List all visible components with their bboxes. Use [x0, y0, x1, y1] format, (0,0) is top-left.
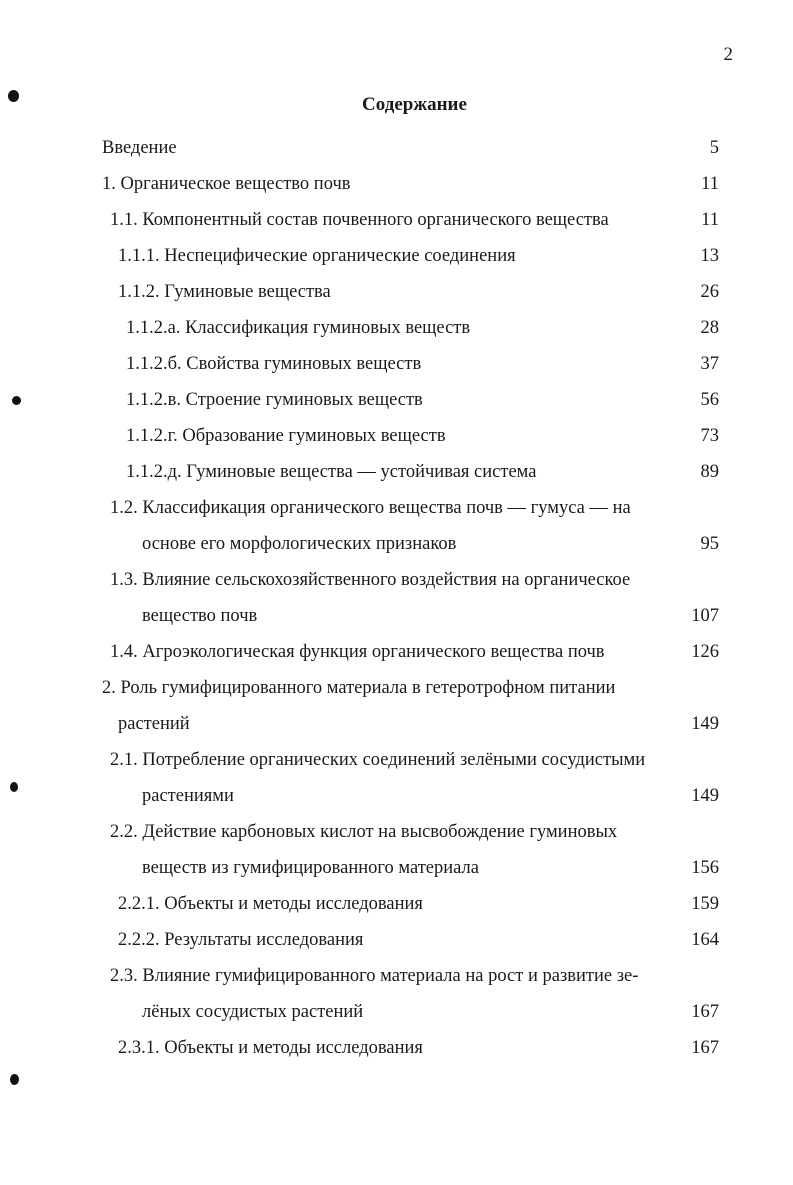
scan-speck: [12, 396, 21, 405]
toc-entry: [0, 136, 793, 172]
toc-entry-title: 1.1.2.д. Гуминовые вещества — устойчивая система: [126, 462, 537, 482]
scan-speck: [10, 782, 18, 792]
toc-entry-title: 1.1. Компонентный состав почвенного органического вещества: [110, 210, 609, 230]
toc-entry-title: 1.1.2.а. Классификация гуминовых веществ: [126, 318, 471, 338]
toc-entry: [0, 388, 793, 424]
toc-entry: [0, 244, 793, 280]
toc-entry: [0, 568, 793, 604]
table-of-contents: [0, 136, 793, 1072]
toc-entry: [0, 928, 793, 964]
toc-entry: [0, 316, 793, 352]
toc-entry-title: растений: [118, 714, 190, 734]
toc-entry-title: 2.1. Потребление органических соединений зелёными сосудистыми: [110, 750, 646, 770]
toc-entry: [0, 208, 793, 244]
toc-entry-title: 2.3.1. Объекты и методы исследования: [118, 1038, 423, 1058]
toc-entry: [0, 496, 793, 532]
toc-entry-page: 149: [691, 786, 719, 806]
toc-entry-page: 167: [691, 1038, 719, 1058]
toc-entry: [0, 748, 793, 784]
toc-entry-page: 159: [691, 894, 719, 914]
toc-entry-continuation: [0, 1000, 793, 1036]
toc-entry-title: вещество почв: [142, 606, 258, 626]
toc-entry-page: 73: [700, 426, 719, 446]
toc-entry-title: 1.4. Агроэкологическая функция органического вещества почв: [110, 642, 605, 662]
toc-entry-title: веществ из гумифицированного материала: [142, 858, 479, 878]
toc-entry-title: 2. Роль гумифицированного материала в гетеротрофном питании: [102, 678, 616, 698]
toc-entry-page: 11: [701, 210, 719, 230]
toc-entry-title: 1. Органическое вещество почв: [102, 174, 351, 194]
toc-entry-page: 11: [701, 174, 719, 194]
toc-entry-page: 26: [700, 282, 719, 302]
page-title: Содержание: [362, 94, 467, 115]
toc-entry-title: 2.2.1. Объекты и методы исследования: [118, 894, 423, 914]
toc-entry-page: 164: [691, 930, 719, 950]
toc-entry-continuation: [0, 604, 793, 640]
toc-entry: [0, 892, 793, 928]
toc-entry-title: 1.1.1. Неспецифические органические соединения: [118, 246, 516, 266]
toc-entry: [0, 820, 793, 856]
toc-entry-page: 13: [700, 246, 719, 266]
toc-entry-title: лёных сосудистых растений: [142, 1002, 364, 1022]
toc-entry-page: 126: [691, 642, 719, 662]
toc-entry: [0, 352, 793, 388]
page-number: 2: [723, 44, 733, 65]
toc-entry-page: 89: [700, 462, 719, 482]
toc-entry-title: 2.3. Влияние гумифицированного материала на рост и развитие зе-: [110, 966, 639, 986]
toc-entry-page: 167: [691, 1002, 719, 1022]
toc-entry-page: 56: [700, 390, 719, 410]
scan-speck: [8, 90, 19, 102]
toc-entry-title: основе его морфологических признаков: [142, 534, 457, 554]
toc-entry: [0, 460, 793, 496]
toc-entry: [0, 640, 793, 676]
toc-entry: [0, 964, 793, 1000]
toc-entry-page: 95: [700, 534, 719, 554]
toc-entry-continuation: [0, 856, 793, 892]
toc-entry-continuation: [0, 784, 793, 820]
toc-entry-title: 1.1.2.г. Образование гуминовых веществ: [126, 426, 446, 446]
toc-entry-title: 1.2. Классификация органического вещества почв — гумуса — на: [110, 498, 631, 518]
toc-entry-continuation: [0, 712, 793, 748]
scan-speck: [10, 1074, 19, 1085]
toc-entry-page: 156: [691, 858, 719, 878]
toc-entry-title: 1.3. Влияние сельскохозяйственного воздействия на органическое: [110, 570, 631, 590]
toc-entry-page: 107: [691, 606, 719, 626]
toc-entry-page: 149: [691, 714, 719, 734]
toc-entry-title: 1.1.2.в. Строение гуминовых веществ: [126, 390, 423, 410]
toc-entry-title: 1.1.2. Гуминовые вещества: [118, 282, 331, 302]
toc-entry-title: Введение: [102, 138, 177, 158]
toc-entry: [0, 676, 793, 712]
toc-entry-page: 5: [709, 138, 719, 158]
toc-entry: [0, 280, 793, 316]
toc-entry-continuation: [0, 532, 793, 568]
toc-entry-page: 37: [700, 354, 719, 374]
toc-entry-page: 28: [700, 318, 719, 338]
toc-entry: [0, 172, 793, 208]
toc-entry: [0, 424, 793, 460]
toc-entry-title: 2.2.2. Результаты исследования: [118, 930, 364, 950]
toc-entry-title: 1.1.2.б. Свойства гуминовых веществ: [126, 354, 422, 374]
toc-entry: [0, 1036, 793, 1072]
toc-entry-title: 2.2. Действие карбоновых кислот на высвобождение гуминовых: [110, 822, 618, 842]
toc-entry-title: растениями: [142, 786, 234, 806]
